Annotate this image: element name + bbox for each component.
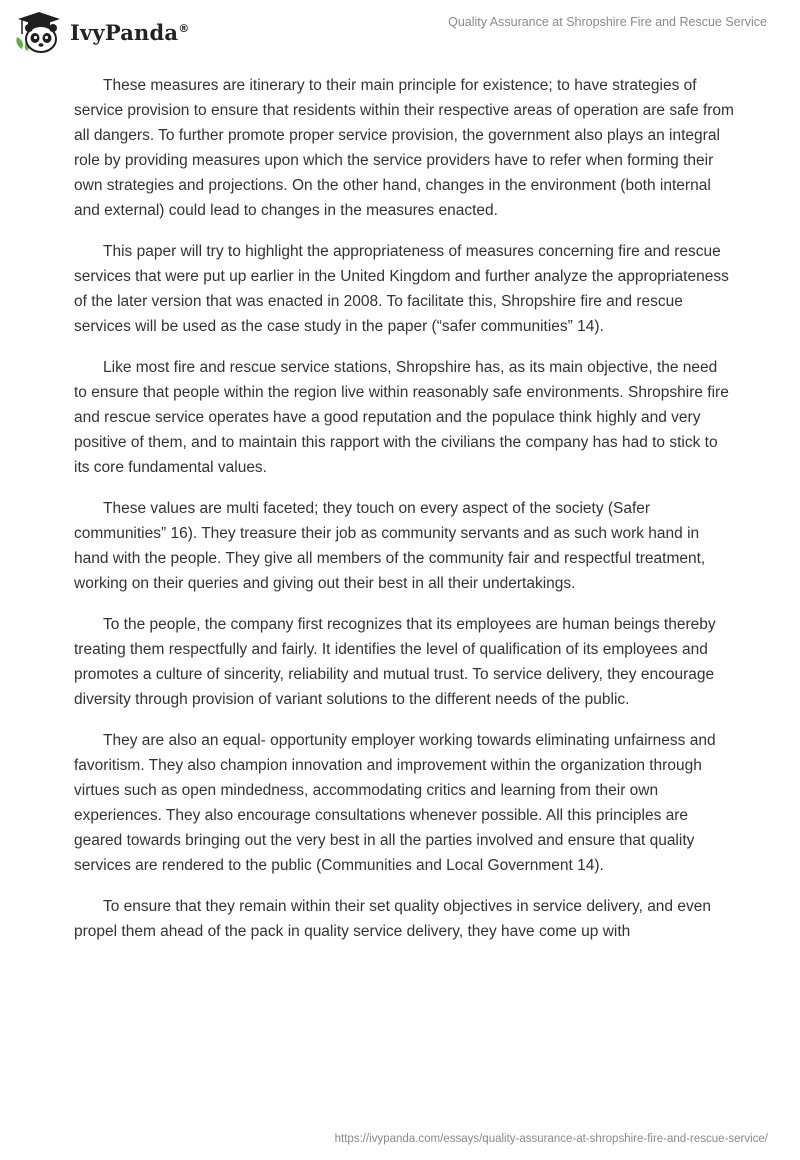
essay-body: [74, 73, 734, 960]
paragraph: This paper will try to highlight the appropriateness of measures concerning fire and rescue services that were put up earlier in the United Kingdom and further analyze the appropriateness of the later version that was enacted in 2008. To facilitate this, Shropshire fire and rescue services will be used as the case study in the paper (“safer communities” 14).: [74, 243, 729, 335]
paragraph: To ensure that they remain within their set quality objectives in service delivery, and even propel them ahead of the pack in quality service delivery, they have come up with: [74, 898, 711, 940]
source-url[interactable]: https://ivypanda.com/essays/quality-assurance-at-shropshire-fire-and-rescue-service/: [334, 1133, 768, 1145]
paragraph: Like most fire and rescue service stations, Shropshire has, as its main objective, the need to ensure that people within the region live within reasonably safe environments. Shropshire fire and rescue service operates have a good reputation and the populace think highly and very positive of them, and to maintain this rapport with the civilians the company has had to stick to its core fundamental values.: [74, 359, 729, 476]
brand-name: IvyPanda®: [70, 19, 190, 45]
ivypanda-logo[interactable]: [14, 10, 189, 54]
page-header: [0, 0, 800, 70]
paragraph: They are also an equal- opportunity employer working towards eliminating unfairness and favoritism. They also champion innovation and improvement within the organization through virtues such as open mindedness, accommodating critics and learning from their own experiences. They also encourage consultations whenever possible. All this principles are geared towards bringing out the very best in all the parties involved and ensure that quality services are rendered to the public (Communities and Local Government 14).: [74, 732, 716, 874]
paragraph: To the people, the company first recognizes that its employees are human beings thereby treating them respectfully and fairly. It identifies the level of qualification of its employees and promotes a culture of sincerity, reliability and mutual trust. To service delivery, they encourage diversity through provision of variant solutions to the different needs of the public.: [74, 616, 716, 708]
panda-graduate-icon: [14, 10, 64, 54]
paragraph: These values are multi faceted; they touch on every aspect of the society (Safer communities” 16). They treasure their job as community servants and as such work hand in hand with the people. They give all members of the community fair and respectful treatment, working on their queries and giving out their best in all their undertakings.: [74, 500, 706, 592]
document-title: Quality Assurance at Shropshire Fire and Rescue Service: [448, 15, 767, 29]
paragraph: These measures are itinerary to their main principle for existence; to have strategies of service provision to ensure that residents within their respective areas of operation are safe from all dangers. To further promote proper service provision, the government also plays an integral role by providing measures upon which the service providers have to refer when forming their own strategies and projections. On the other hand, changes in the environment (both internal and external) could lead to changes in the measures enacted.: [74, 77, 734, 219]
